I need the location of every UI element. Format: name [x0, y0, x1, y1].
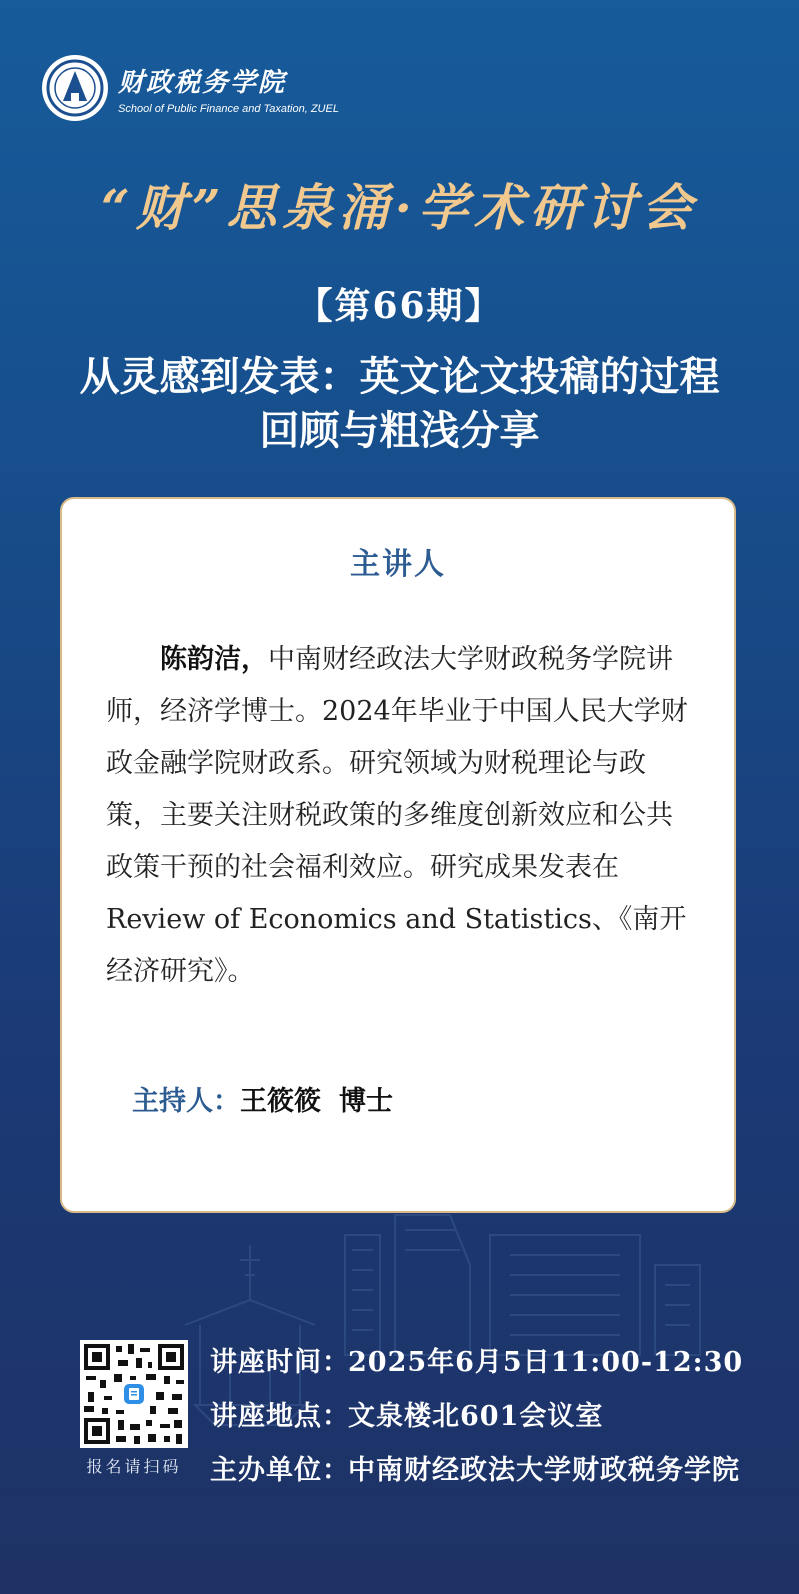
- university-logo: [42, 55, 108, 121]
- talk-title-line1: 从灵感到发表：英文论文投稿的过程: [79, 353, 720, 400]
- header: [42, 52, 339, 124]
- host-line: [132, 1079, 393, 1118]
- info-row-time: [210, 1336, 743, 1390]
- info-label: 讲座地点：: [210, 1401, 350, 1432]
- school-name-cn: 财政税务学院: [118, 67, 287, 98]
- issue-number: 【第66期】: [296, 285, 503, 327]
- speaker-bio-text: 中南财经政法大学财政税务学院讲师，经济学博士。2024年毕业于中国人民大学财政金融学院财政系。研究领域为财税理论与政策，主要关注财税政策的多维度创新效应和公共政策干预的社会福利效应。研究成果发表在Review of Economics and Statistics、《南开经济研究》。: [106, 644, 688, 987]
- speaker-card: [60, 497, 736, 1213]
- host-label: 主持人：: [132, 1086, 240, 1117]
- info-row-organizer: [210, 1444, 743, 1498]
- speaker-heading: 主讲人: [350, 547, 446, 582]
- info-label: 讲座时间：: [210, 1347, 350, 1378]
- talk-title-line2: 回顾与粗浅分享: [259, 407, 540, 454]
- series-title: “财”思泉涌·学术研讨会: [101, 178, 698, 237]
- registration-qr[interactable]: [80, 1340, 188, 1477]
- speaker-bio: [106, 634, 696, 998]
- speaker-name: 陈韵洁，: [160, 644, 268, 675]
- info-value: 2025年6月5日11:00-12:30: [348, 1347, 744, 1378]
- info-row-location: [210, 1390, 743, 1444]
- host-name: 王筱筱: [240, 1086, 321, 1117]
- qr-code[interactable]: [80, 1340, 188, 1448]
- info-value: 文泉楼北601会议室: [348, 1401, 604, 1432]
- info-label: 主办单位：: [210, 1455, 350, 1486]
- info-value: 中南财经政法大学财政税务学院: [348, 1455, 740, 1486]
- event-info: [210, 1336, 743, 1498]
- host-title: 博士: [339, 1086, 393, 1117]
- qr-caption: 报名请扫码: [86, 1457, 182, 1476]
- school-name-en: School of Public Finance and Taxation, ZUEL: [118, 102, 339, 115]
- talk-title: [0, 350, 799, 458]
